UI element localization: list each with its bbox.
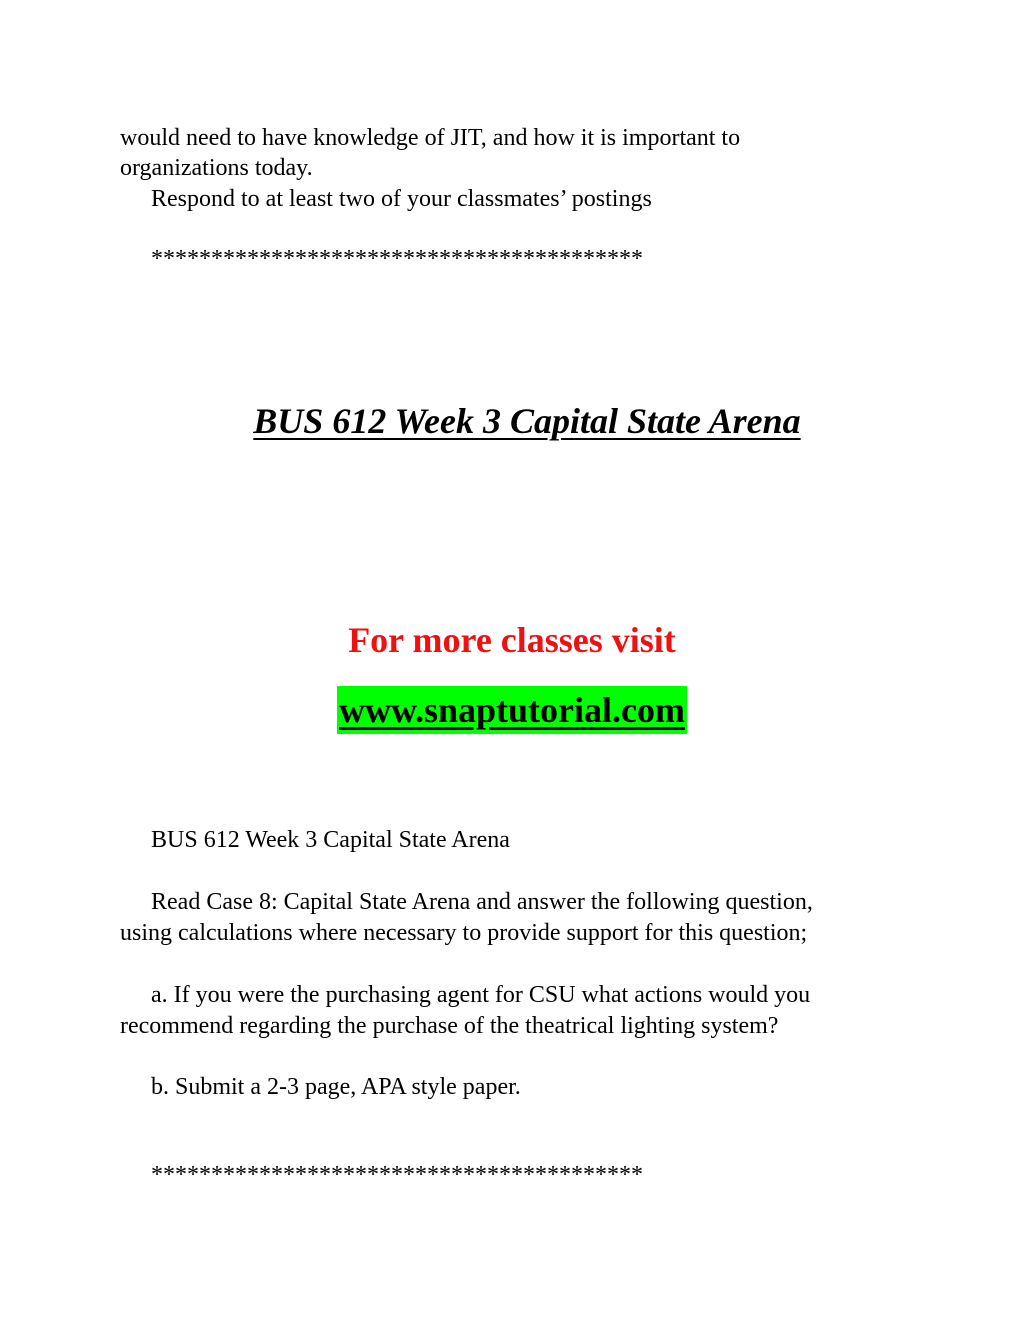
paragraph-2-line-1: a. If you were the purchasing agent for CSU what actions would you bbox=[151, 982, 811, 1008]
promo-link-wrap bbox=[0, 686, 1024, 734]
body-subtitle: BUS 612 Week 3 Capital State Arena bbox=[151, 827, 510, 853]
intro-line-2: organizations today. bbox=[120, 155, 313, 181]
page-title: BUS 612 Week 3 Capital State Arena bbox=[253, 401, 801, 441]
paragraph-2-line-2: recommend regarding the purchase of the theatrical lighting system? bbox=[120, 1013, 779, 1039]
intro-instruction: Respond to at least two of your classmates’ postings bbox=[151, 186, 652, 212]
separator-top: ***************************************** bbox=[151, 246, 643, 272]
promo-text: For more classes visit bbox=[348, 620, 676, 660]
paragraph-1-line-2: using calculations where necessary to provide support for this question; bbox=[120, 920, 808, 946]
separator-bottom: ***************************************** bbox=[151, 1162, 643, 1188]
paragraph-3: b. Submit a 2-3 page, APA style paper. bbox=[151, 1074, 521, 1100]
promo-link[interactable]: www.snaptutorial.com bbox=[337, 686, 687, 734]
paragraph-1-line-1: Read Case 8: Capital State Arena and answer the following question, bbox=[151, 889, 813, 915]
intro-line-1: would need to have knowledge of JIT, and how it is important to bbox=[120, 125, 741, 151]
